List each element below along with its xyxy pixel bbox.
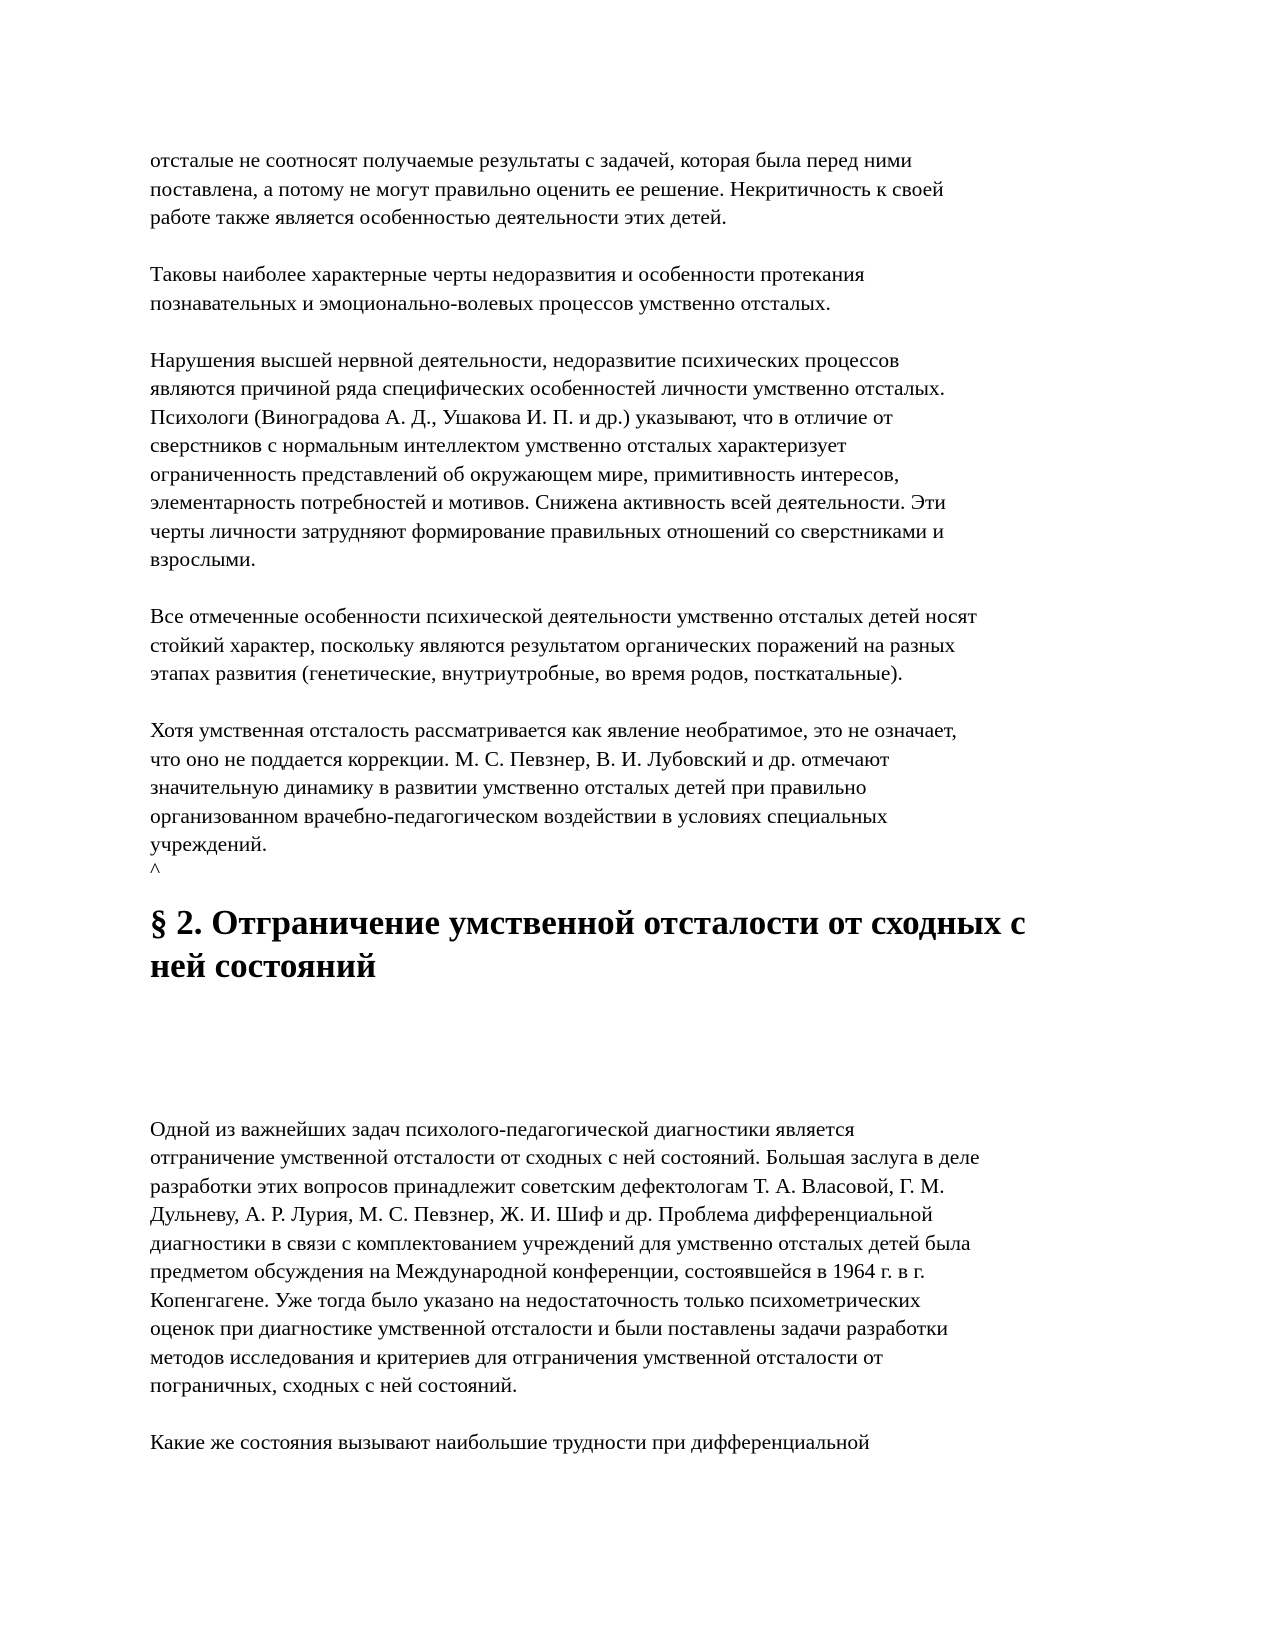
text-line: этапах развития (генетические, внутриутробные, во время родов, посткатальные). xyxy=(150,661,903,685)
text-line: Таковы наиболее характерные черты недоразвития и особенности протекания xyxy=(150,262,865,286)
text-line: Хотя умственная отсталость рассматривается как явление необратимое, это не означает, xyxy=(150,718,957,742)
text-line: оценок при диагностике умственной отсталости и были поставлены задачи разработки xyxy=(150,1316,949,1340)
text-line: предметом обсуждения на Международной конференции, состоявшейся в 1964 г. в г. xyxy=(150,1259,926,1283)
section-heading xyxy=(150,901,1130,987)
text-line: сверстников с нормальным интеллектом умственно отсталых характеризует xyxy=(150,433,847,457)
paragraph-1 xyxy=(150,146,1130,232)
text-line: методов исследования и критериев для отграничения умственной отсталости от xyxy=(150,1344,883,1369)
paragraph-spacer xyxy=(150,574,1130,603)
text-line: Одной из важнейших задач психолого-педагогической диагностики является xyxy=(150,1116,855,1141)
text-line: ограниченность представлений об окружающем мире, примитивность интересов, xyxy=(150,461,900,486)
text-line: Копенгагене. Уже тогда было указано на недостаточность только психометрических xyxy=(150,1287,921,1312)
paragraph-4 xyxy=(150,602,1130,688)
text-line: разработки этих вопросов принадлежит советским дефектологам Т. А. Власовой, Г. М. xyxy=(150,1173,945,1198)
paragraph-spacer xyxy=(150,232,1130,261)
back-to-top-caret[interactable]: ^ xyxy=(150,857,161,882)
text-line: Все отмеченные особенности психической деятельности умственно отсталых детей носят xyxy=(150,604,977,628)
text-line: отсталые не соотносят получаемые результаты с задачей, которая была перед ними xyxy=(150,148,912,172)
text-line: черты личности затрудняют формирование правильных отношений со сверстниками и xyxy=(150,518,944,543)
text-line: Дульневу, А. Р. Лурия, М. С. Певзнер, Ж. И. Шиф и др. Проблема дифференциальной xyxy=(150,1202,933,1226)
page-content xyxy=(150,146,1130,1457)
text-line: что оно не поддается коррекции. М. С. Певзнер, В. И. Лубовский и др. отмечают xyxy=(150,746,890,771)
text-line: отграничение умственной отсталости от сходных с ней состояний. Большая заслуга в деле xyxy=(150,1145,980,1169)
text-line: значительную динамику в развитии умственно отсталых детей при правильно xyxy=(150,775,867,799)
text-line: взрослыми. xyxy=(150,547,256,571)
text-line: диагностики в связи с комплектованием учреждений для умственно отсталых детей была xyxy=(150,1230,971,1255)
heading-line: ней состояний xyxy=(150,945,377,985)
text-line: пограничных, сходных с ней состояний. xyxy=(150,1373,518,1397)
paragraph-5 xyxy=(150,716,1130,859)
heading-line: § 2. Отграничение умственной отсталости от сходных с xyxy=(150,902,1026,942)
text-line: Психологи (Виноградова А. Д., Ушакова И. П. и др.) указывают, что в отличие от xyxy=(150,404,893,429)
text-line: Нарушения высшей нервной деятельности, недоразвитие психических процессов xyxy=(150,347,900,372)
text-line: познавательных и эмоционально-волевых процессов умственно отсталых. xyxy=(150,290,831,315)
text-line: стойкий характер, поскольку являются результатом органических поражений на разных xyxy=(150,632,956,657)
text-line: организованном врачебно-педагогическом воздействии в условиях специальных xyxy=(150,803,888,828)
text-line: работе также является особенностью деятельности этих детей. xyxy=(150,205,727,229)
text-line: учреждений. xyxy=(150,832,268,856)
paragraph-spacer xyxy=(150,317,1130,346)
paragraph-spacer xyxy=(150,1400,1130,1429)
paragraph-6 xyxy=(150,1115,1130,1400)
paragraph-spacer xyxy=(150,688,1130,717)
text-line: поставлена, а потому не могут правильно оценить ее решение. Некритичность к своей xyxy=(150,176,944,201)
paragraph-3 xyxy=(150,346,1130,574)
text-line: Какие же состояния вызывают наибольшие трудности при дифференциальной xyxy=(150,1430,870,1454)
text-line: элементарность потребностей и мотивов. Снижена активность всей деятельности. Эти xyxy=(150,490,946,514)
text-line: являются причиной ряда специфических особенностей личности умственно отсталых. xyxy=(150,376,946,400)
paragraph-7 xyxy=(150,1428,1130,1457)
paragraph-2 xyxy=(150,260,1130,317)
section-spacer xyxy=(150,987,1130,1115)
